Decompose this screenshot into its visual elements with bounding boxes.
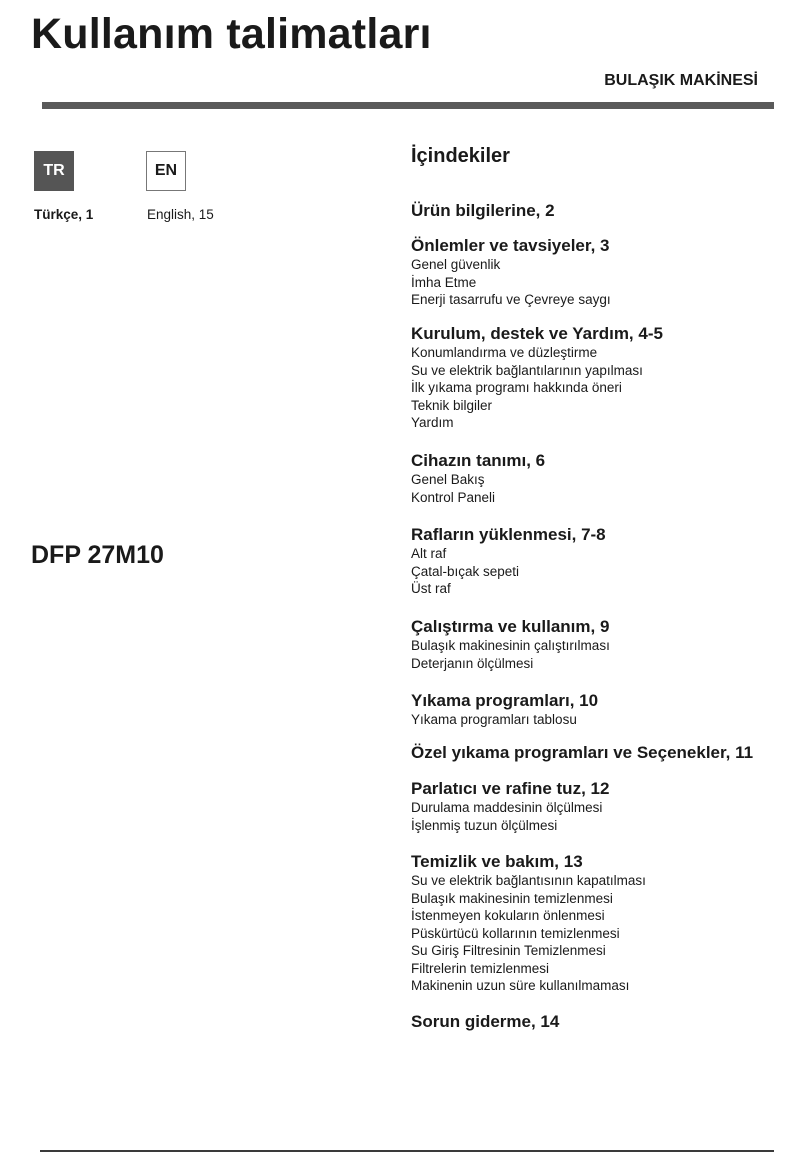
toc-section-title: Ürün bilgilerine, 2 (411, 201, 555, 220)
toc-item: Bulaşık makinesinin temizlenmesi (411, 890, 613, 906)
toc-item-list (411, 872, 646, 995)
toc-item: Püskürtücü kollarının temizlenmesi (411, 925, 620, 941)
document-subtitle: BULAŞIK MAKİNESİ (604, 72, 758, 89)
toc-section-title: Parlatıcı ve rafine tuz, 12 (411, 779, 610, 798)
toc-section (411, 691, 598, 729)
language-tab-tr[interactable]: TR (34, 151, 74, 191)
toc-section-title: Sorun giderme, 14 (411, 1012, 560, 1031)
toc-section (411, 201, 555, 221)
toc-section-title: Cihazın tanımı, 6 (411, 451, 546, 470)
toc-section-title: Yıkama programları, 10 (411, 691, 599, 710)
toc-item: Makinenin uzun süre kullanılmaması (411, 978, 630, 993)
bottom-divider (40, 1150, 774, 1152)
toc-section (411, 324, 663, 432)
toc-section (411, 617, 610, 672)
toc-item: Genel güvenlik (411, 257, 501, 272)
toc-item: Konumlandırma ve düzleştirme (411, 345, 598, 360)
toc-heading: İçindekiler (411, 145, 510, 167)
toc-item-list (411, 471, 545, 506)
document-title: Kullanım talimatları (31, 10, 432, 58)
toc-item: Genel Bakış (411, 472, 485, 487)
toc-section (411, 852, 646, 995)
toc-item-list (411, 256, 611, 309)
toc-item: İlk yıkama programı hakkında öneri (411, 380, 622, 395)
toc-section (411, 743, 753, 763)
toc-item-list (411, 637, 610, 672)
toc-item: Filtrelerin temizlenmesi (411, 960, 550, 976)
toc-section-title: Özel yıkama programları ve Seçenekler, 11 (411, 743, 754, 762)
toc-section (411, 1012, 559, 1032)
toc-item: Durulama maddesinin ölçülmesi (411, 800, 603, 815)
toc-section-title: Kurulum, destek ve Yardım, 4-5 (411, 324, 663, 343)
top-divider (42, 102, 774, 109)
toc-item: Bulaşık makinesinin çalıştırılması (411, 638, 610, 653)
toc-item: Yardım (411, 415, 454, 430)
toc-item: Teknik bilgiler (411, 397, 493, 413)
toc-item: Su Giriş Filtresinin Temizlenmesi (411, 943, 606, 958)
toc-item-list (411, 799, 609, 834)
toc-section (411, 451, 545, 506)
model-number: DFP 27M10 (31, 541, 164, 569)
language-label-tr: Türkçe, 1 (34, 207, 94, 222)
toc-item: Su ve elektrik bağlantılarının yapılması (411, 362, 643, 378)
toc-item-list (411, 545, 606, 598)
toc-section (411, 236, 611, 309)
language-label-en: English, 15 (147, 207, 214, 222)
toc-section-title: Rafların yüklenmesi, 7-8 (411, 525, 606, 544)
toc-section (411, 779, 609, 834)
toc-item: Kontrol Paneli (411, 489, 496, 505)
toc-item: Su ve elektrik bağlantısının kapatılması (411, 873, 646, 888)
toc-item-list (411, 711, 598, 729)
toc-item: Alt raf (411, 546, 447, 561)
toc-item: Üst raf (411, 581, 451, 596)
toc-item: Enerji tasarrufu ve Çevreye saygı (411, 292, 611, 307)
toc-item: İmha Etme (411, 274, 477, 290)
toc-item: İstenmeyen kokuların önlenmesi (411, 908, 605, 923)
toc-section (411, 525, 606, 598)
toc-item: Çatal-bıçak sepeti (411, 563, 520, 579)
toc-section-title: Temizlik ve bakım, 13 (411, 852, 583, 871)
toc-item: Deterjanın ölçülmesi (411, 655, 534, 671)
toc-section-title: Çalıştırma ve kullanım, 9 (411, 617, 610, 636)
toc-section-title: Önlemler ve tavsiyeler, 3 (411, 236, 610, 255)
toc-item-list (411, 344, 663, 432)
toc-item: İşlenmiş tuzun ölçülmesi (411, 817, 558, 833)
language-tab-en[interactable]: EN (146, 151, 186, 191)
toc-item: Yıkama programları tablosu (411, 712, 577, 727)
